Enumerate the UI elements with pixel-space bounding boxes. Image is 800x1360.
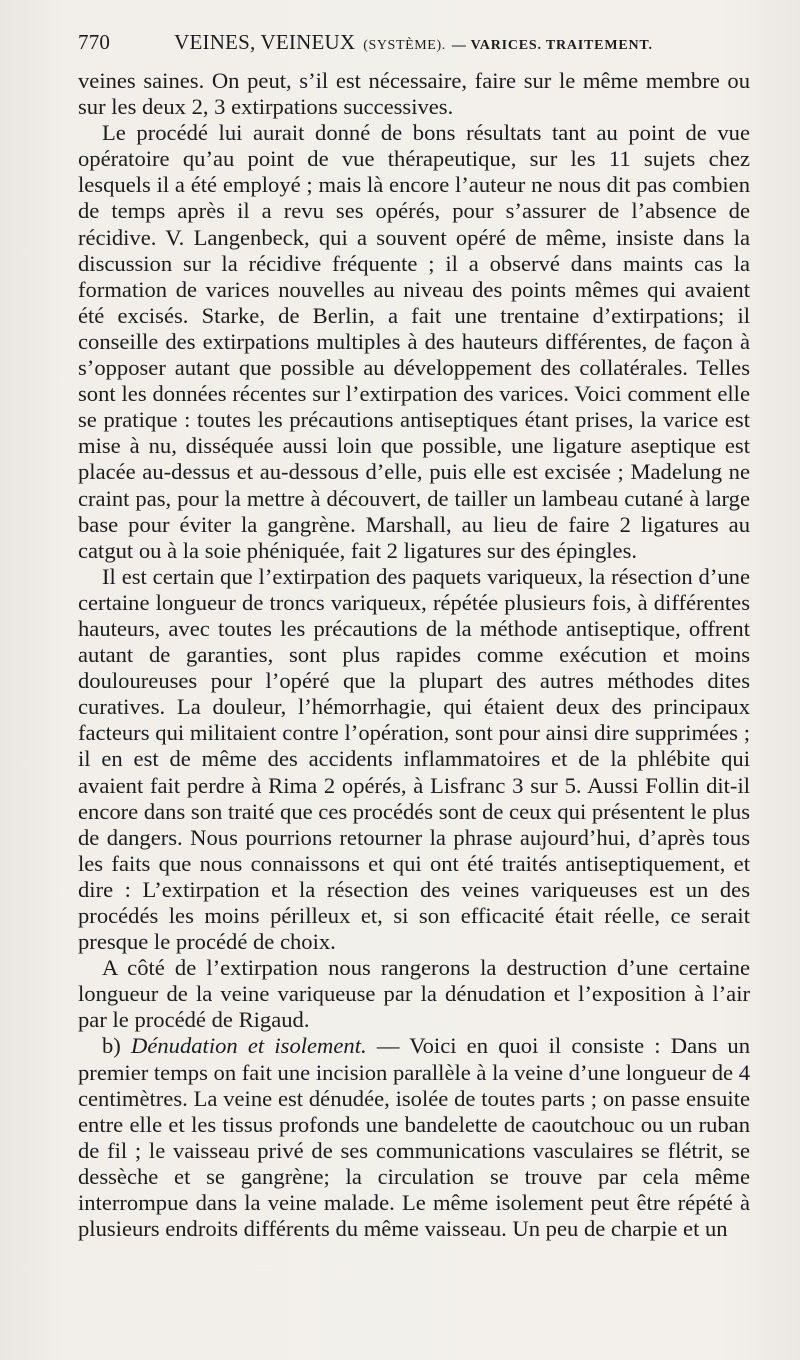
paragraph-1: veines saines. On peut, s’il est nécessaire, faire sur le même membre ou sur les deux 2, 3 extirpations successives. (78, 68, 750, 120)
paragraph-5 (78, 1033, 750, 1242)
paragraph-3: Il est certain que l’extirpation des paquets variqueux, la résection d’une certaine longueur de troncs variqueux, répétée plusieurs fois, à différentes hauteurs, avec toutes les précautions de la méthode antiseptique, offrent autant de garanties, sont plus rapides comme exécution et moins douloureuses pour l’opéré que la plupart des autres méthodes dites curatives. La douleur, l’hémorrhagie, qui étaient deux des principaux facteurs qui militaient contre l’opération, sont pour ainsi dire supprimées ; il en est de même des accidents inflammatoires et de la phlébite qui avaient fait perdre à Rima 2 opérés, à Lisfranc 3 sur 5. Aussi Follin dit-il encore dans son traité que ces procédés sont de ceux qui présentent le plus de dangers. Nous pourrions retourner la phrase aujourd’hui, d’après tous les faits que nous connaissons et qui ont été traités antiseptiquement, et dire : L’extirpation et la résection des veines variqueuses est un des procédés les moins périlleux et, si son efficacité était réelle, ce serait presque le procédé de choix. (78, 563, 750, 955)
paragraph-2: Le procédé lui aurait donné de bons résultats tant au point de vue opératoire qu’au point de vue thérapeutique, sur les 11 sujets chez lesquels il a été employé ; mais là encore l’auteur ne nous dit pas combien de temps après il a revu ses opérés, pour s’assurer de l’absence de récidive. V. Langenbeck, qui a souvent opéré de même, insiste dans la discussion sur la récidive fréquente ; il a observé dans maints cas la formation de varices nouvelles au niveau des points mêmes qui avaient été excisés. Starke, de Berlin, a fait une trentaine d’extirpations; il conseille des extirpations multiples à des hauteurs différentes, de façon à s’opposer autant que possible au développement des collatérales. Telles sont les données récentes sur l’extirpation des varices. Voici comment elle se pratique : toutes les précautions antiseptiques étant prises, la varice est mise à nu, disséquée aussi loin que possible, une ligature aseptique est placée au-dessus et au-dessous d’elle, puis elle est excisée ; Madelung ne craint pas, pour la mettre à découvert, de tailler un lambeau cutané à large base pour éviter la gangrène. Marshall, au lieu de faire 2 ligatures au catgut ou à la soie phéniquée, fait 2 ligatures sur des épingles. (78, 120, 750, 563)
running-title-system: (SYSTÈME). (363, 38, 446, 53)
running-header (78, 30, 748, 64)
paragraph-5-lead: b) (102, 1033, 132, 1059)
paragraph-4: A côté de l’extirpation nous rangerons la destruction d’une certaine longueur de la veine variqueuse par la dénudation et l’exposition à l’air par le procédé de Rigaud. (78, 955, 750, 1033)
body-text (78, 68, 750, 1242)
page-number: 770 (78, 30, 111, 54)
paragraph-5-body: — Voici en quoi il consiste : Dans un premier temps on fait une incision parallèle à la veine d’une longueur de 4 centimètres. La veine est dénudée, isolée de toutes parts ; on passe ensuite entre elle et les tissus profonds une bandelette de caoutchouc ou un ruban de fil ; le vaisseau privé de ses communications vasculaires se flétrit, se dessèche et se gangrène; la circulation se trouve par cela même interrompue dans la veine malade. Le même isolement peut être répété à plusieurs endroits différents du même vaisseau. Un peu de charpie et un (78, 1033, 750, 1242)
paragraph-5-heading: Dénudation et isolement. (131, 1033, 367, 1059)
running-title: VEINES, VEINEUX (174, 30, 356, 54)
running-section: — VARICES. TRAITEMENT. (451, 38, 653, 53)
